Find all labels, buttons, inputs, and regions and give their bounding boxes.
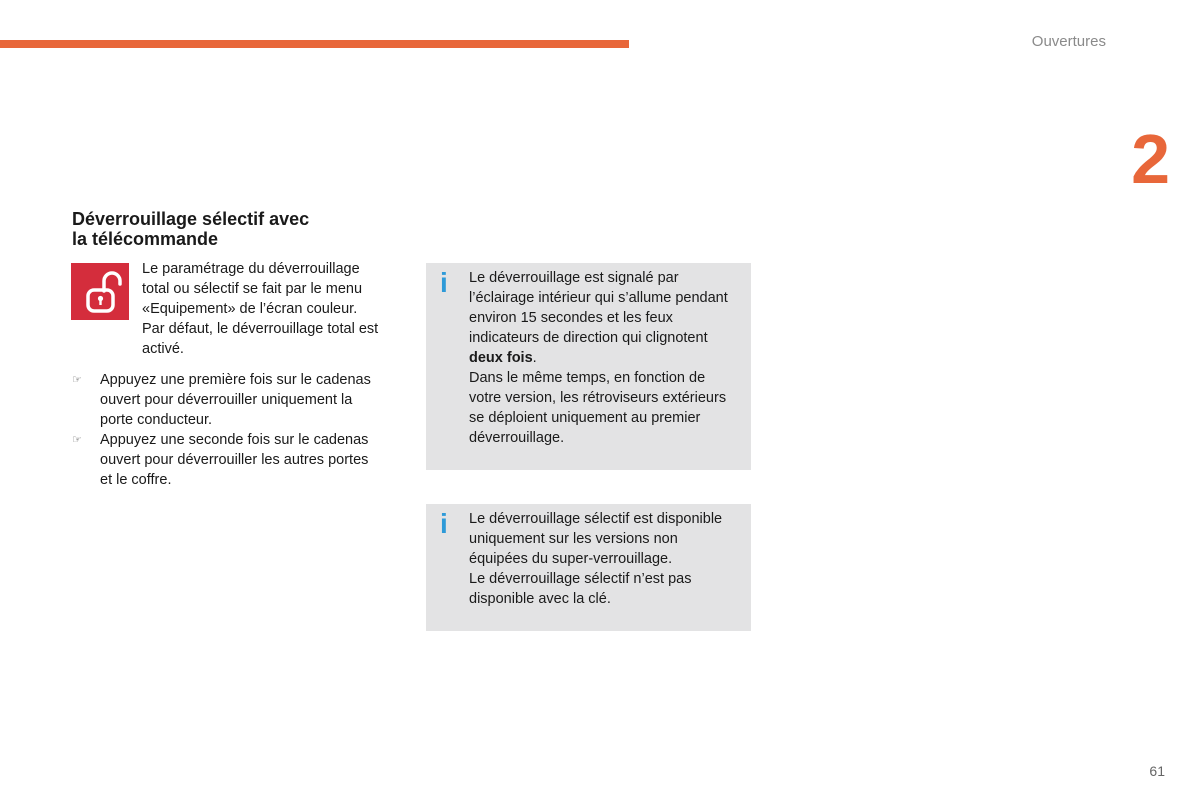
intro-line: total ou sélectif se fait par le menu <box>142 281 363 297</box>
info-line: votre version, les rétroviseurs extérieurs <box>469 390 727 406</box>
info-text <box>469 268 749 448</box>
heading-line: la télécommande <box>72 229 219 249</box>
intro-paragraph <box>142 259 402 359</box>
pointing-hand-icon: ☞ <box>72 434 82 446</box>
info-box <box>426 263 751 470</box>
list-item-line: et le coffre. <box>100 472 172 488</box>
info-box <box>426 504 751 631</box>
list-item-line: ouvert pour déverrouiller uniquement la <box>100 392 353 408</box>
list-item <box>72 430 402 490</box>
info-icon: i <box>440 267 448 298</box>
info-line: Dans le même temps, en fonction de <box>469 370 706 386</box>
info-line: Le déverrouillage est signalé par <box>469 270 679 286</box>
intro-line: Le paramétrage du déverrouillage <box>142 261 360 277</box>
list-item-line: Appuyez une seconde fois sur le cadenas <box>100 432 369 448</box>
info-line: environ 15 secondes et les feux <box>469 310 673 326</box>
list-item-line: porte conducteur. <box>100 412 213 428</box>
list-item-line: ouvert pour déverrouiller les autres portes <box>100 452 369 468</box>
unlocked-padlock-icon <box>71 263 129 320</box>
intro-line: activé. <box>142 341 184 357</box>
info-line: uniquement sur les versions non <box>469 531 678 547</box>
info-line: déverrouillage. <box>469 430 565 446</box>
intro-line: Par défaut, le déverrouillage total est <box>142 321 379 337</box>
info-line: l’éclairage intérieur qui s’allume pendant <box>469 290 728 306</box>
section-heading <box>72 209 392 249</box>
info-icon: i <box>440 508 448 539</box>
list-item <box>72 370 402 430</box>
info-line: se déploient uniquement au premier <box>469 410 701 426</box>
info-line: indicateurs de direction qui clignotent <box>469 330 708 346</box>
punctuation: . <box>532 350 537 366</box>
info-line: Le déverrouillage sélectif n’est pas <box>469 571 692 587</box>
info-text <box>469 509 749 609</box>
instruction-list <box>72 370 402 490</box>
heading-line: Déverrouillage sélectif avec <box>72 209 310 229</box>
page-number: 61 <box>1149 763 1165 779</box>
pointing-hand-icon: ☞ <box>72 374 82 386</box>
section-label: Ouvertures <box>1031 33 1106 50</box>
emphasis-text: deux fois <box>469 350 533 366</box>
chapter-number: 2 <box>1131 120 1170 198</box>
list-item-line: Appuyez une première fois sur le cadenas <box>100 372 371 388</box>
info-line: Le déverrouillage sélectif est disponible <box>469 511 723 527</box>
intro-line: «Equipement» de l’écran couleur. <box>142 301 358 317</box>
info-line: équipées du super-verrouillage. <box>469 551 673 567</box>
info-line: disponible avec la clé. <box>469 591 611 607</box>
info-line <box>469 348 749 368</box>
top-accent-bar <box>0 40 629 48</box>
